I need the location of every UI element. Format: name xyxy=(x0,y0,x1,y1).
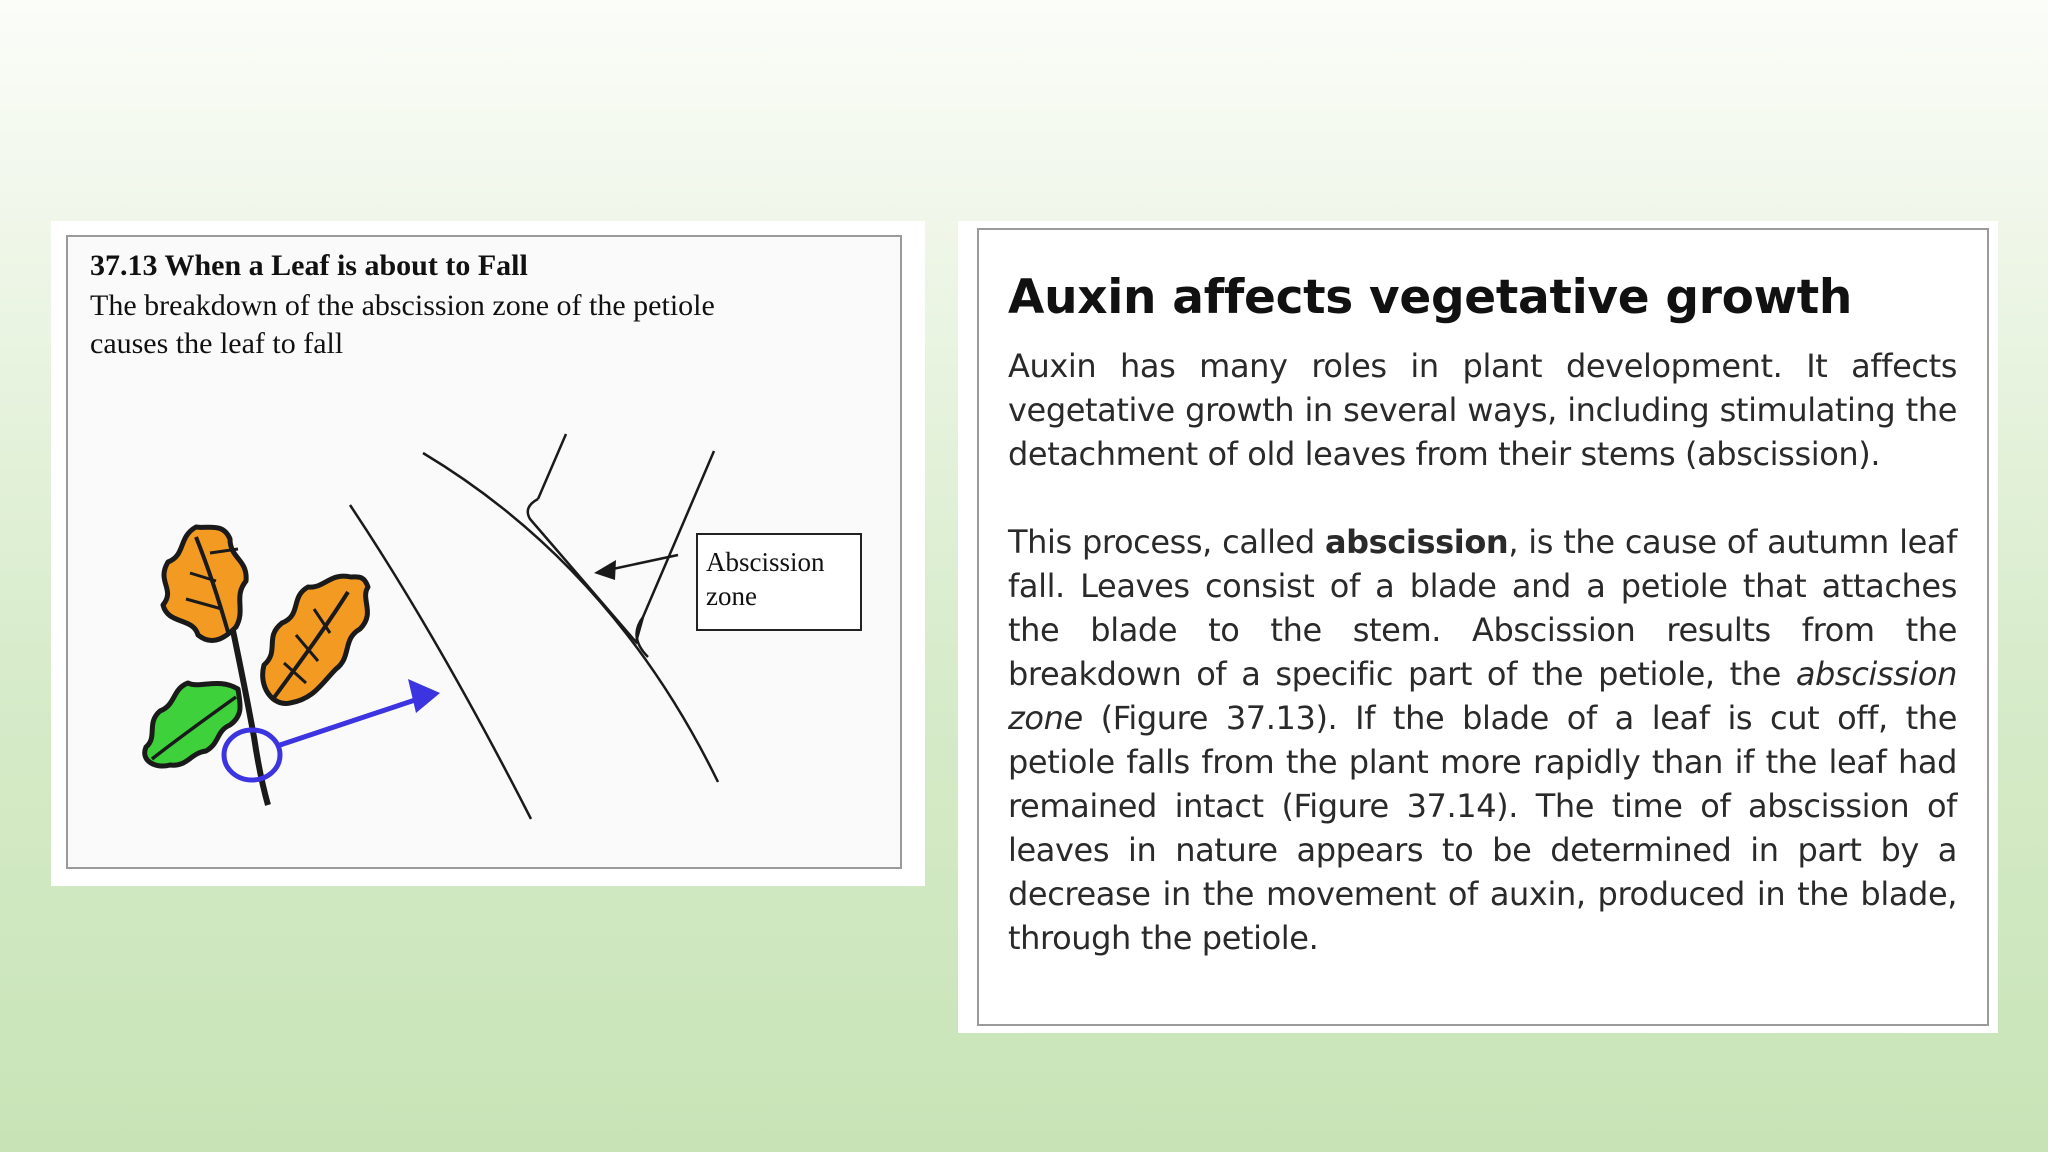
magnify-arrow-head xyxy=(408,679,440,713)
paragraph-1: Auxin has many roles in plant development. It affects vegetative growth in several ways, including stimulating the detachment of old leaves from their stems (abscission). xyxy=(1008,347,1957,473)
zone-pointer-head xyxy=(594,560,616,580)
paragraph-2 xyxy=(1008,520,1957,960)
paragraph-2-part-3: (Figure 37.13). If the blade of a leaf is cut off, the petiole falls from the plant more rapidly than if the leaf had remained intact (Figure 37.14). The time of abscission of leaves in nature appears to be determined in part by a decrease in the movement of auxin, produced in the blade, through the petiole. xyxy=(1008,699,1957,957)
section-heading: Auxin affects vegetative growth xyxy=(1008,270,1853,325)
zone-label-line1: Abscission xyxy=(706,547,825,577)
petiole-outline xyxy=(538,434,714,657)
stem-outline-left xyxy=(350,505,531,819)
term-abscission-zone: abscission zone xyxy=(1008,655,1957,737)
figure-title: 37.13 When a Leaf is about to Fall xyxy=(90,249,528,282)
zone-label-line2: zone xyxy=(706,581,757,611)
abscission-zone-shape xyxy=(528,499,643,642)
stem-outline-right xyxy=(423,453,718,782)
abscission-zone-label xyxy=(696,533,862,631)
term-abscission: abscission xyxy=(1324,523,1509,561)
figure-caption: The breakdown of the abscission zone of the petiole causes the leaf to fall xyxy=(90,289,715,360)
text-panel xyxy=(958,221,1998,1033)
paragraph-2-part-2: , is the cause of autumn leaf fall. Leaves consist of a blade and a petiole that attaches the blade to the stem. Abscission results from the breakdown of a specific part of the petiole, the xyxy=(1008,523,1957,693)
figure-frame xyxy=(66,235,902,869)
orange-leaf-top xyxy=(163,527,246,640)
magnify-arrow-line xyxy=(280,699,418,745)
figure-panel xyxy=(51,221,925,886)
orange-leaf-right xyxy=(263,576,368,703)
text-frame xyxy=(977,228,1989,1026)
paragraph-2-part-1: This process, called xyxy=(1008,523,1325,561)
